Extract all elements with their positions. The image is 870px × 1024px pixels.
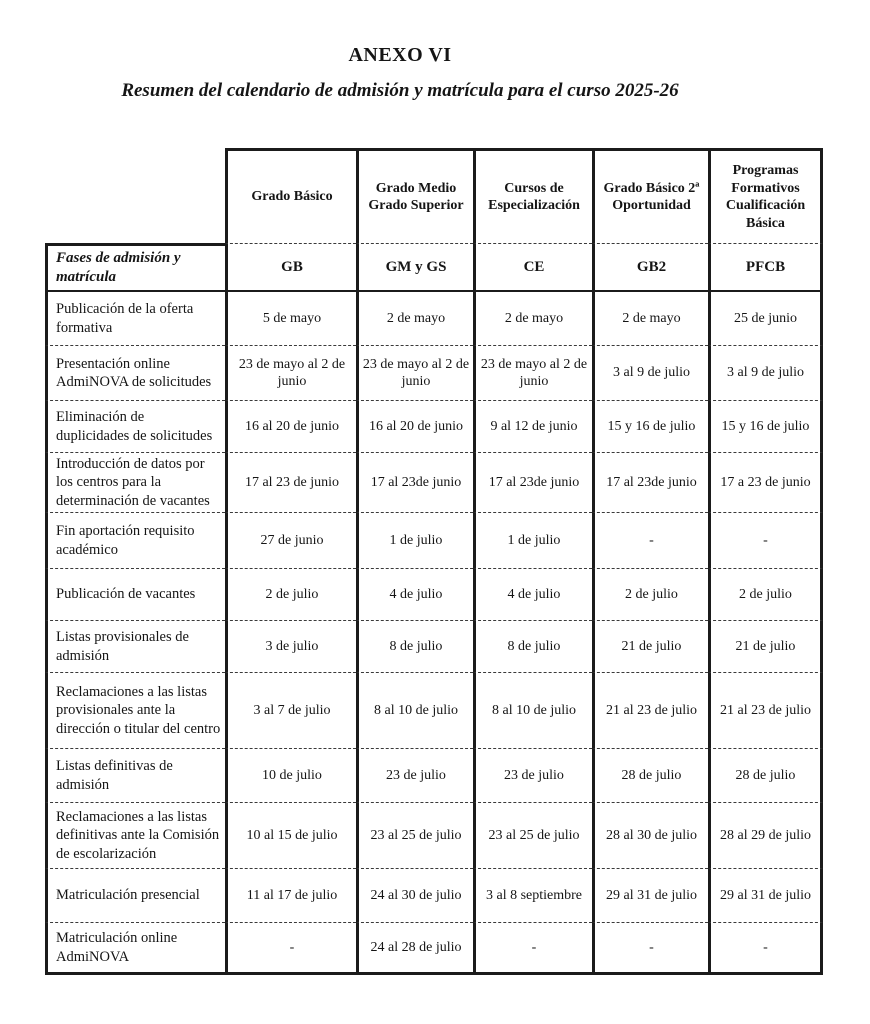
- date-cell: 3 al 7 de julio: [225, 672, 356, 748]
- date-cell: 27 de junio: [225, 512, 356, 568]
- column-header-pfcb: Programas Formativos Cualificación Básica: [708, 148, 823, 243]
- date-cell: 16 al 20 de junio: [225, 400, 356, 452]
- date-cell: 17 al 23de junio: [592, 452, 708, 512]
- date-cell: 21 de julio: [592, 620, 708, 672]
- date-cell: 3 al 9 de julio: [592, 345, 708, 400]
- date-cell: 23 de julio: [473, 748, 592, 802]
- column-header-ce: Cursos de Especialización: [473, 148, 592, 243]
- date-cell: 1 de julio: [356, 512, 473, 568]
- date-cell: 2 de julio: [592, 568, 708, 620]
- date-cell: 28 al 29 de julio: [708, 802, 823, 868]
- date-cell: 21 al 23 de julio: [592, 672, 708, 748]
- date-cell: -: [708, 922, 823, 975]
- date-cell: 24 al 30 de julio: [356, 868, 473, 922]
- date-cell: 23 al 25 de julio: [473, 802, 592, 868]
- row-label: Matriculación presencial: [45, 868, 225, 922]
- date-cell: 29 al 31 de julio: [592, 868, 708, 922]
- date-cell: 8 de julio: [356, 620, 473, 672]
- column-abbr-pfcb: PFCB: [708, 243, 823, 290]
- date-cell: 17 al 23 de junio: [225, 452, 356, 512]
- date-cell: -: [225, 922, 356, 975]
- date-cell: 23 al 25 de julio: [356, 802, 473, 868]
- date-cell: 10 al 15 de julio: [225, 802, 356, 868]
- page-subtitle: Resumen del calendario de admisión y matrícula para el curso 2025-26: [121, 80, 679, 101]
- date-cell: 23 de julio: [356, 748, 473, 802]
- date-cell: 2 de julio: [225, 568, 356, 620]
- date-cell: 23 de mayo al 2 de junio: [473, 345, 592, 400]
- date-cell: 15 y 16 de julio: [708, 400, 823, 452]
- date-cell: 3 al 8 septiembre: [473, 868, 592, 922]
- row-label: Fin aportación requisito académico: [45, 512, 225, 568]
- column-abbr-gb: GB: [225, 243, 356, 290]
- corner-spacer: [45, 148, 225, 243]
- date-cell: 29 al 31 de julio: [708, 868, 823, 922]
- date-cell: 17 al 23de junio: [356, 452, 473, 512]
- column-header-gm-gs: Grado Medio Grado Superior: [356, 148, 473, 243]
- date-cell: 25 de junio: [708, 290, 823, 345]
- date-cell: 2 de julio: [708, 568, 823, 620]
- date-cell: 9 al 12 de junio: [473, 400, 592, 452]
- date-cell: 17 a 23 de junio: [708, 452, 823, 512]
- date-cell: 2 de mayo: [356, 290, 473, 345]
- row-label: Reclamaciones a las listas provisionales ante la dirección o titular del centro: [45, 672, 225, 748]
- date-cell: -: [473, 922, 592, 975]
- date-cell: 2 de mayo: [473, 290, 592, 345]
- date-cell: 10 de julio: [225, 748, 356, 802]
- row-label: Introducción de datos por los centros para la determinación de vacantes: [45, 452, 225, 512]
- date-cell: -: [708, 512, 823, 568]
- date-cell: 4 de julio: [473, 568, 592, 620]
- date-cell: 1 de julio: [473, 512, 592, 568]
- date-cell: 21 de julio: [708, 620, 823, 672]
- date-cell: 28 al 30 de julio: [592, 802, 708, 868]
- date-cell: 8 al 10 de julio: [356, 672, 473, 748]
- date-cell: 21 al 23 de julio: [708, 672, 823, 748]
- column-abbr-ce: CE: [473, 243, 592, 290]
- date-cell: 8 de julio: [473, 620, 592, 672]
- column-header-grado-basico: Grado Básico: [225, 148, 356, 243]
- row-label: Eliminación de duplicidades de solicitudes: [45, 400, 225, 452]
- date-cell: 16 al 20 de junio: [356, 400, 473, 452]
- date-cell: 4 de julio: [356, 568, 473, 620]
- date-cell: 15 y 16 de julio: [592, 400, 708, 452]
- row-label: Listas definitivas de admisión: [45, 748, 225, 802]
- column-abbr-gb2: GB2: [592, 243, 708, 290]
- row-label: Matriculación online AdmiNOVA: [45, 922, 225, 975]
- row-label: Listas provisionales de admisión: [45, 620, 225, 672]
- date-cell: 28 de julio: [592, 748, 708, 802]
- column-header-gb2: Grado Básico 2ª Oportunidad: [592, 148, 708, 243]
- date-cell: -: [592, 922, 708, 975]
- row-label: Publicación de vacantes: [45, 568, 225, 620]
- date-cell: 3 al 9 de julio: [708, 345, 823, 400]
- row-label: Reclamaciones a las listas definitivas ante la Comisión de escolarización: [45, 802, 225, 868]
- page-title: ANEXO VI: [348, 44, 452, 66]
- date-cell: -: [592, 512, 708, 568]
- date-cell: 24 al 28 de julio: [356, 922, 473, 975]
- date-cell: 28 de julio: [708, 748, 823, 802]
- date-cell: 8 al 10 de julio: [473, 672, 592, 748]
- calendar-table: [45, 148, 823, 975]
- date-cell: 17 al 23de junio: [473, 452, 592, 512]
- date-cell: 2 de mayo: [592, 290, 708, 345]
- column-abbr-gm-gs: GM y GS: [356, 243, 473, 290]
- date-cell: 3 de julio: [225, 620, 356, 672]
- date-cell: 5 de mayo: [225, 290, 356, 345]
- date-cell: 11 al 17 de julio: [225, 868, 356, 922]
- date-cell: 23 de mayo al 2 de junio: [225, 345, 356, 400]
- corner-label: Fases de admisión y matrícula: [45, 243, 225, 290]
- row-label: Presentación online AdmiNOVA de solicitudes: [45, 345, 225, 400]
- date-cell: 23 de mayo al 2 de junio: [356, 345, 473, 400]
- row-label: Publicación de la oferta formativa: [45, 290, 225, 345]
